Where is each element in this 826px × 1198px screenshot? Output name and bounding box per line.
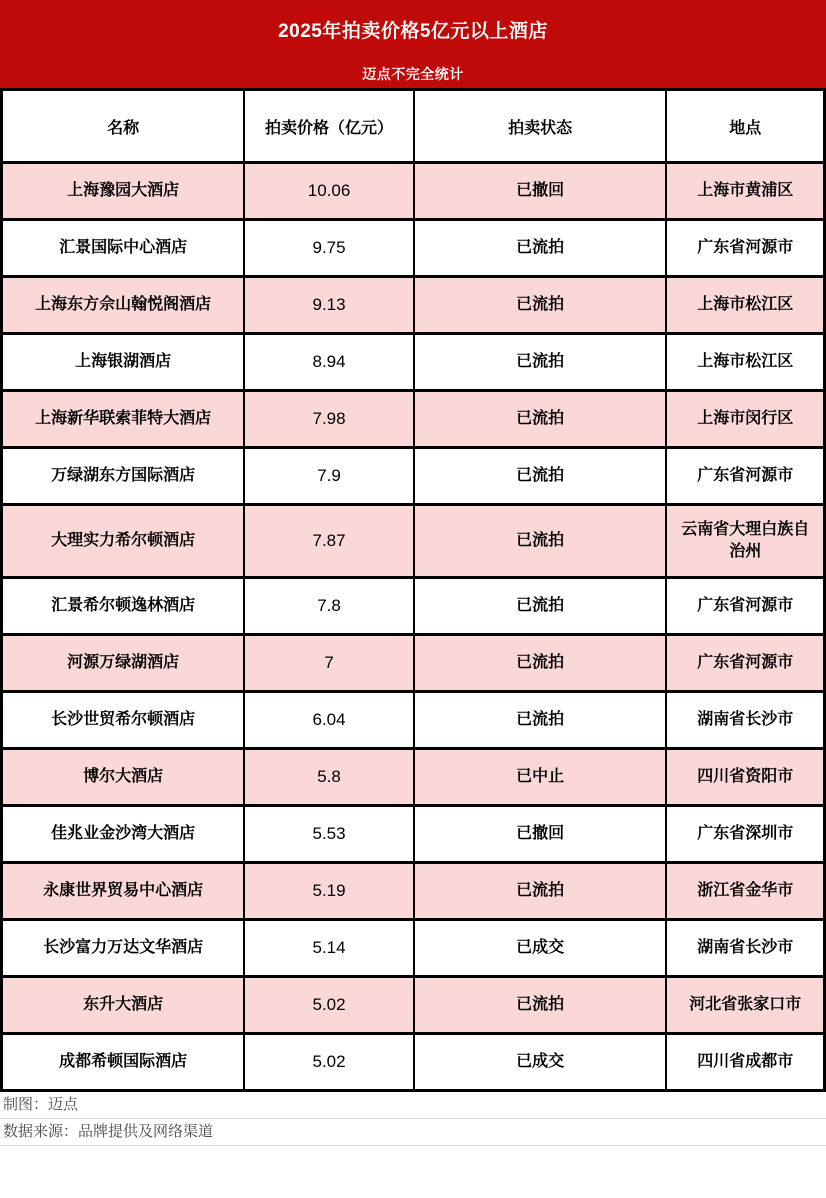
cell-location: 湖南省长沙市 bbox=[666, 692, 824, 749]
cell-name: 长沙世贸希尔顿酒店 bbox=[2, 692, 245, 749]
cell-location: 上海市松江区 bbox=[666, 334, 824, 391]
column-header: 名称 bbox=[2, 90, 245, 163]
cell-location: 河北省张家口市 bbox=[666, 977, 824, 1034]
cell-location: 上海市松江区 bbox=[666, 277, 824, 334]
banner bbox=[0, 0, 826, 88]
cell-name: 汇景国际中心酒店 bbox=[2, 220, 245, 277]
column-header: 地点 bbox=[666, 90, 824, 163]
cell-name: 长沙富力万达文华酒店 bbox=[2, 920, 245, 977]
cell-location: 四川省资阳市 bbox=[666, 749, 824, 806]
credit-line: 制图：迈点 bbox=[0, 1092, 826, 1119]
cell-price: 9.75 bbox=[244, 220, 414, 277]
column-header: 拍卖状态 bbox=[414, 90, 667, 163]
cell-location: 湖南省长沙市 bbox=[666, 920, 824, 977]
column-header: 拍卖价格（亿元） bbox=[244, 90, 414, 163]
cell-status: 已成交 bbox=[414, 920, 667, 977]
page-title: 2025年拍卖价格5亿元以上酒店 bbox=[278, 21, 548, 42]
cell-price: 5.14 bbox=[244, 920, 414, 977]
cell-price: 6.04 bbox=[244, 692, 414, 749]
cell-price: 10.06 bbox=[244, 163, 414, 220]
cell-price: 7.87 bbox=[244, 505, 414, 578]
table-row bbox=[2, 749, 825, 806]
cell-name: 河源万绿湖酒店 bbox=[2, 635, 245, 692]
cell-location: 四川省成都市 bbox=[666, 1034, 824, 1091]
table-row bbox=[2, 1034, 825, 1091]
cell-price: 5.8 bbox=[244, 749, 414, 806]
table-header bbox=[2, 90, 825, 163]
cell-status: 已流拍 bbox=[414, 692, 667, 749]
cell-name: 汇景希尔顿逸林酒店 bbox=[2, 578, 245, 635]
cell-name: 永康世界贸易中心酒店 bbox=[2, 863, 245, 920]
page-subtitle: 迈点不完全统计 bbox=[362, 66, 464, 82]
cell-price: 7.9 bbox=[244, 448, 414, 505]
table-row bbox=[2, 505, 825, 578]
auction-table bbox=[0, 88, 826, 1092]
cell-price: 7.8 bbox=[244, 578, 414, 635]
cell-status: 已流拍 bbox=[414, 391, 667, 448]
table-row bbox=[2, 635, 825, 692]
table-row bbox=[2, 334, 825, 391]
cell-status: 已流拍 bbox=[414, 334, 667, 391]
table-row bbox=[2, 692, 825, 749]
cell-name: 上海银湖酒店 bbox=[2, 334, 245, 391]
cell-status: 已流拍 bbox=[414, 220, 667, 277]
table-row bbox=[2, 220, 825, 277]
cell-price: 5.02 bbox=[244, 1034, 414, 1091]
cell-location: 广东省河源市 bbox=[666, 578, 824, 635]
cell-price: 8.94 bbox=[244, 334, 414, 391]
cell-price: 5.19 bbox=[244, 863, 414, 920]
cell-name: 上海东方佘山翰悦阁酒店 bbox=[2, 277, 245, 334]
cell-location: 广东省河源市 bbox=[666, 635, 824, 692]
cell-name: 大理实力希尔顿酒店 bbox=[2, 505, 245, 578]
cell-status: 已流拍 bbox=[414, 863, 667, 920]
cell-price: 7.98 bbox=[244, 391, 414, 448]
table-row bbox=[2, 277, 825, 334]
cell-name: 上海新华联索菲特大酒店 bbox=[2, 391, 245, 448]
cell-status: 已流拍 bbox=[414, 578, 667, 635]
cell-location: 广东省河源市 bbox=[666, 448, 824, 505]
table-row bbox=[2, 391, 825, 448]
cell-status: 已撤回 bbox=[414, 806, 667, 863]
cell-name: 成都希顿国际酒店 bbox=[2, 1034, 245, 1091]
cell-location: 上海市黄浦区 bbox=[666, 163, 824, 220]
cell-status: 已流拍 bbox=[414, 635, 667, 692]
cell-location: 浙江省金华市 bbox=[666, 863, 824, 920]
cell-name: 上海豫园大酒店 bbox=[2, 163, 245, 220]
cell-status: 已中止 bbox=[414, 749, 667, 806]
footer bbox=[0, 1092, 826, 1146]
cell-location: 广东省深圳市 bbox=[666, 806, 824, 863]
cell-status: 已流拍 bbox=[414, 448, 667, 505]
table-row bbox=[2, 920, 825, 977]
table-row bbox=[2, 448, 825, 505]
table-header-row bbox=[2, 90, 825, 163]
table-row bbox=[2, 977, 825, 1034]
cell-name: 万绿湖东方国际酒店 bbox=[2, 448, 245, 505]
cell-name: 东升大酒店 bbox=[2, 977, 245, 1034]
cell-status: 已撤回 bbox=[414, 163, 667, 220]
cell-price: 5.53 bbox=[244, 806, 414, 863]
table-row bbox=[2, 863, 825, 920]
table-row bbox=[2, 806, 825, 863]
cell-status: 已成交 bbox=[414, 1034, 667, 1091]
cell-location: 云南省大理白族自治州 bbox=[666, 505, 824, 578]
cell-name: 佳兆业金沙湾大酒店 bbox=[2, 806, 245, 863]
cell-status: 已流拍 bbox=[414, 277, 667, 334]
source-line: 数据来源：品牌提供及网络渠道 bbox=[0, 1119, 826, 1146]
cell-price: 7 bbox=[244, 635, 414, 692]
cell-status: 已流拍 bbox=[414, 505, 667, 578]
table-row bbox=[2, 578, 825, 635]
cell-name: 博尔大酒店 bbox=[2, 749, 245, 806]
cell-status: 已流拍 bbox=[414, 977, 667, 1034]
table-row bbox=[2, 163, 825, 220]
cell-price: 9.13 bbox=[244, 277, 414, 334]
cell-location: 上海市闵行区 bbox=[666, 391, 824, 448]
cell-price: 5.02 bbox=[244, 977, 414, 1034]
cell-location: 广东省河源市 bbox=[666, 220, 824, 277]
